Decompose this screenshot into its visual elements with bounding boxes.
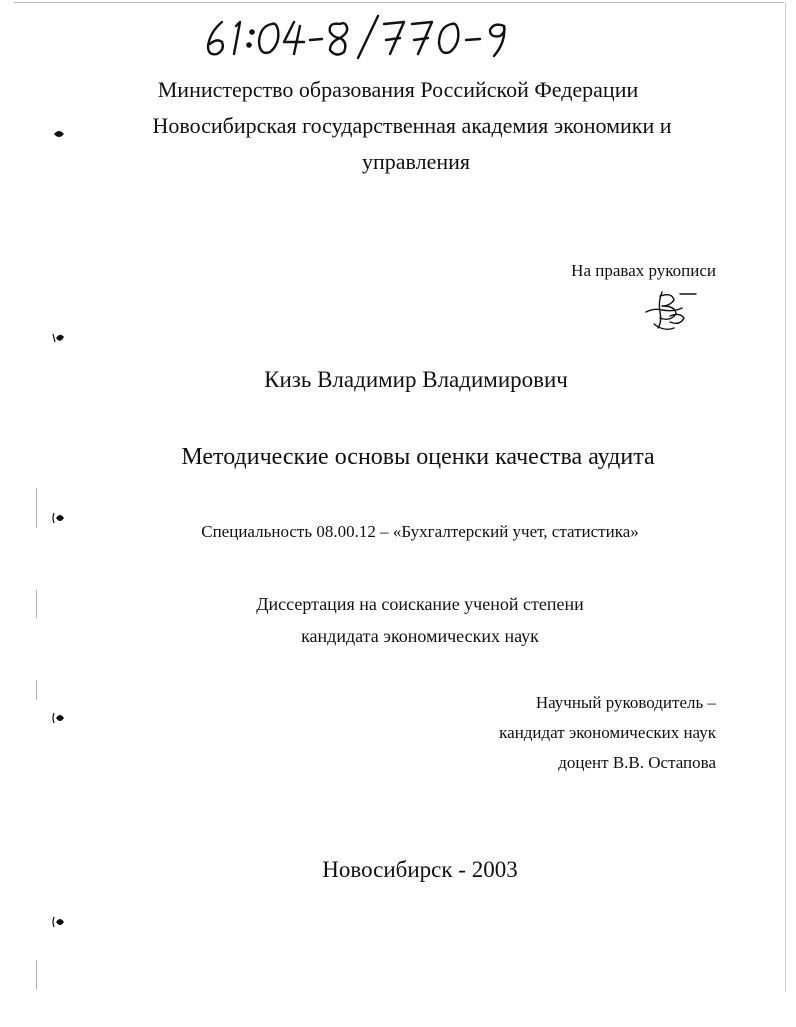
scan-edge-mark	[36, 960, 37, 990]
ministry-name: Министерство образования Российской Федерации	[157, 77, 639, 102]
binder-hole-icon	[52, 712, 66, 724]
dissertation-statement-line1: Диссертация на соискание ученой степени	[256, 594, 584, 614]
dissertation-statement-line2: кандидата экономических наук	[301, 626, 539, 646]
scan-edge-mark	[36, 680, 37, 700]
specialty: Специальность 08.00.12 – «Бухгалтерский учет, статистика»	[201, 522, 639, 541]
binder-hole-icon	[52, 916, 66, 928]
signature-icon	[640, 288, 700, 334]
academy-name-line2: управления	[361, 149, 471, 174]
supervisor-line3: доцент В.В. Остапова	[558, 753, 716, 772]
binder-hole-icon	[52, 332, 66, 344]
city-year: Новосибирск - 2003	[322, 857, 518, 882]
dissertation-title: Методические основы оценки качества аудита	[181, 444, 655, 470]
scan-top-border	[14, 2, 784, 3]
supervisor-line1: Научный руководитель –	[535, 693, 716, 712]
handwritten-catalog-number	[200, 12, 530, 62]
academy-name-line1: Новосибирская государственная академия экономики и	[152, 113, 672, 138]
supervisor-line2: кандидат экономических наук	[499, 723, 716, 742]
author-name: Кизь Владимир Владимирович	[264, 367, 568, 392]
manuscript-note: На правах рукописи	[571, 261, 716, 280]
